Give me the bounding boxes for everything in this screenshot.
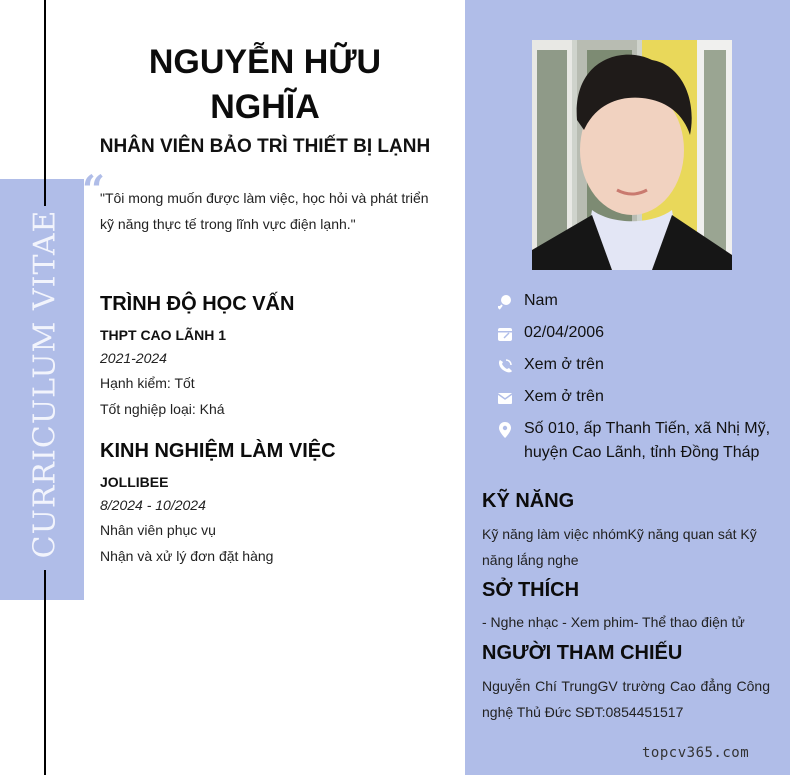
full-name-line2: NGHĨA: [210, 88, 320, 126]
contact-gender: [496, 289, 781, 313]
contact-phone: [496, 353, 781, 377]
education-detail: Tốt nghiệp loại: Khá: [100, 401, 225, 417]
quote-icon: “: [82, 167, 106, 214]
experience-company: JOLLIBEE: [100, 474, 169, 490]
references-text: Nguyễn Chí TrungGV trường Cao đẳng Công nghệ Thủ Đức SĐT:0854451517: [482, 678, 770, 720]
skills-text: Kỹ năng làm việc nhómKỹ năng quan sát Kỹ năng lắng nghe: [482, 526, 757, 568]
references-title: NGƯỜI THAM CHIẾU: [482, 642, 683, 664]
contact-email: [496, 385, 781, 409]
education-period: 2021-2024: [100, 350, 167, 366]
career-objective: "Tôi mong muốn được làm việc, học hỏi và phát triển kỹ năng thực tế trong lĩnh vực điện lạnh.": [100, 190, 429, 232]
calendar-icon: [496, 325, 514, 343]
contact-email-value: Xem ở trên: [524, 388, 604, 405]
side-label: CURRICULUM VITAE: [27, 209, 63, 559]
experience-detail: Nhân viên phục vụ: [100, 522, 216, 538]
education-school: THPT CAO LÃNH 1: [100, 327, 226, 343]
contact-birthdate-value: 02/04/2006: [524, 324, 605, 341]
contact-address: [496, 417, 781, 465]
hobbies-title: SỞ THÍCH: [482, 579, 580, 601]
phone-icon: [496, 357, 514, 375]
experience-detail: Nhận và xử lý đơn đặt hàng: [100, 548, 274, 564]
hobbies-text: - Nghe nhạc - Xem phim- Thể thao điện tử: [482, 614, 745, 630]
decorative-line-bottom: [44, 570, 46, 775]
contact-address-value: Số 010, ấp Thanh Tiến, xã Nhị Mỹ, huyện Cao Lãnh, tỉnh Đồng Tháp: [524, 420, 771, 461]
job-title: NHÂN VIÊN BẢO TRÌ THIẾT BỊ LẠNH: [99, 136, 431, 157]
education-detail: Hạnh kiểm: Tốt: [100, 375, 195, 391]
experience-period: 8/2024 - 10/2024: [100, 497, 206, 513]
location-icon: [496, 421, 514, 439]
full-name-line1: NGUYỄN HỮU: [148, 43, 382, 81]
experience-title: KINH NGHIỆM LÀM VIỆC: [100, 440, 336, 462]
watermark: topcv365.com: [642, 745, 750, 761]
contact-birthdate: [496, 321, 781, 345]
profile-photo: [532, 40, 732, 270]
decorative-line-top: [44, 0, 46, 206]
contact-gender-value: Nam: [524, 292, 558, 309]
education-title: TRÌNH ĐỘ HỌC VẤN: [100, 293, 295, 315]
gender-icon: [496, 293, 514, 311]
email-icon: [496, 389, 514, 407]
contact-phone-value: Xem ở trên: [524, 356, 604, 373]
skills-title: KỸ NĂNG: [482, 490, 575, 512]
